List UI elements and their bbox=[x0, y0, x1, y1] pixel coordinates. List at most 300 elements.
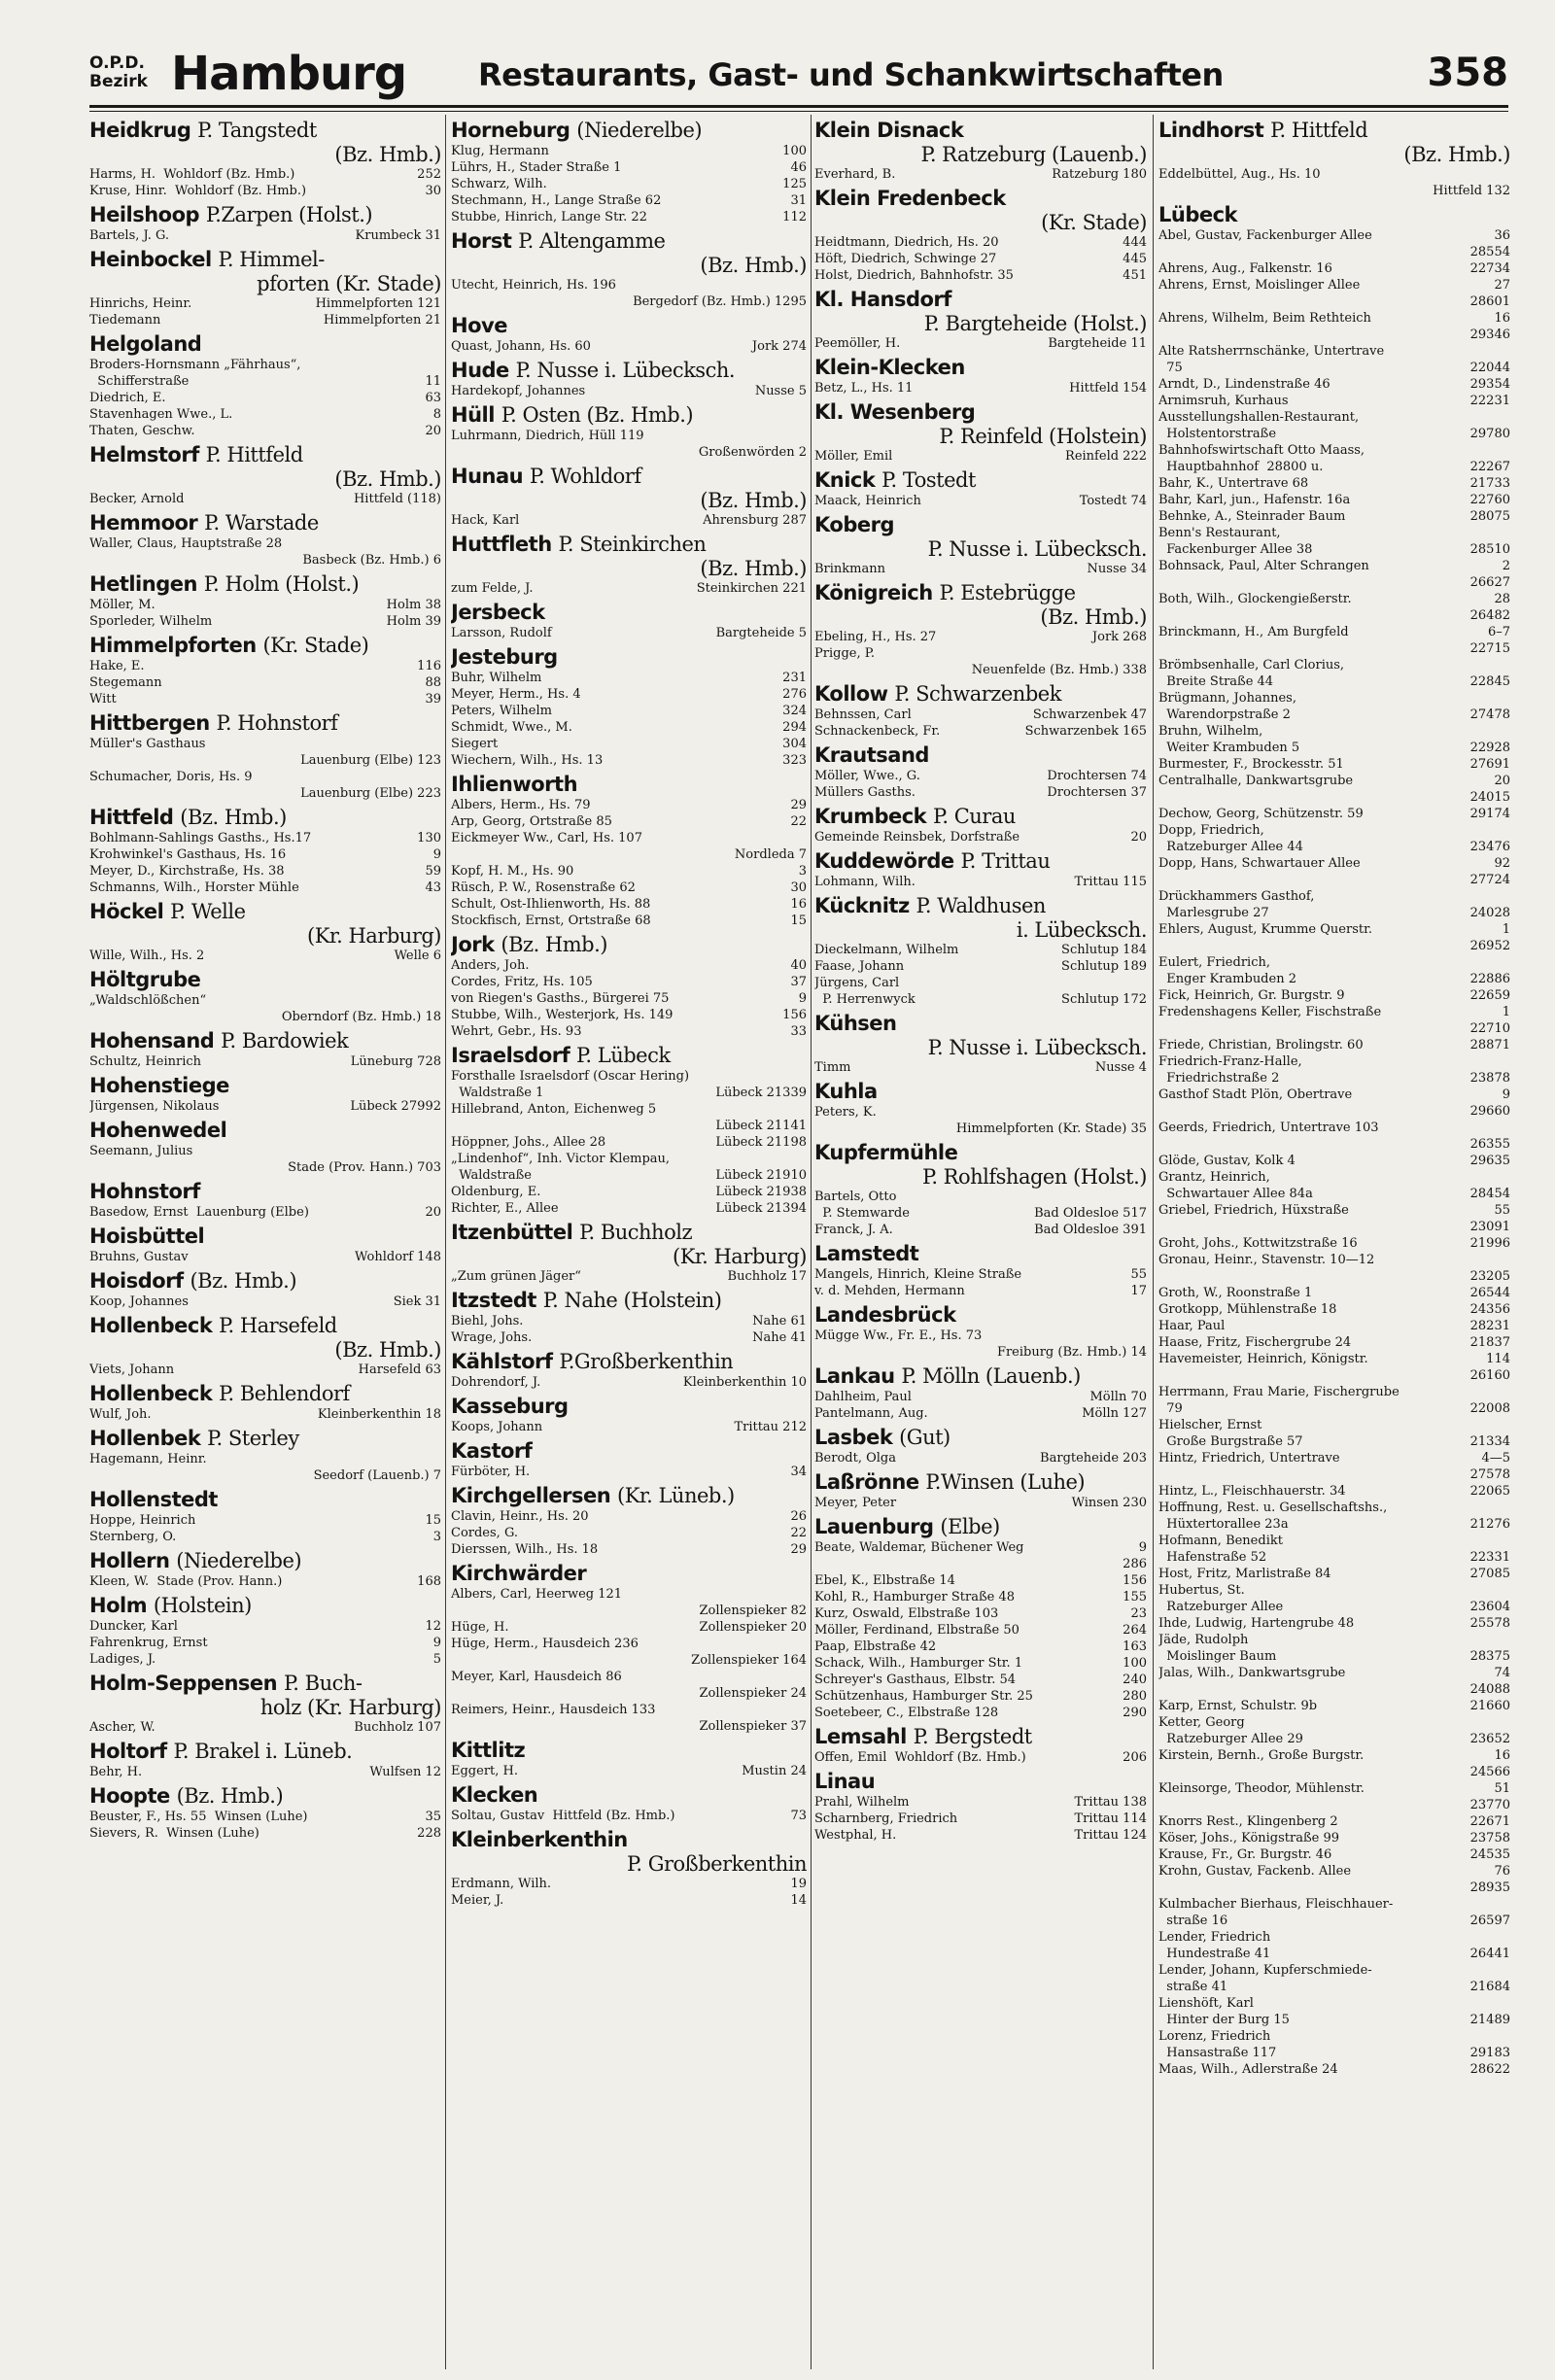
listing-phone: 23758 bbox=[1469, 1831, 1510, 1845]
place-heading bbox=[451, 1395, 807, 1419]
place-section bbox=[451, 1828, 807, 1909]
listing-row bbox=[1158, 574, 1510, 591]
listing-name: Ahrens, Ernst, Moislinger Allee bbox=[1158, 278, 1361, 293]
listing-phone: Lauenburg (Elbe) 123 bbox=[300, 753, 441, 768]
place-section bbox=[814, 288, 1147, 352]
place-section bbox=[1158, 119, 1510, 199]
listing-row bbox=[1158, 475, 1510, 492]
listing-phone: 155 bbox=[1123, 1590, 1147, 1604]
district: (Bz. Hmb.) bbox=[334, 1338, 441, 1362]
listing-row bbox=[451, 1419, 807, 1435]
listing-row bbox=[1158, 673, 1510, 690]
place-section bbox=[89, 1427, 441, 1484]
listing-name: Viets, Johann bbox=[89, 1362, 175, 1377]
listing-row bbox=[1158, 1566, 1510, 1582]
place-name: Hude bbox=[451, 359, 509, 382]
listing-row bbox=[1158, 1483, 1510, 1500]
listing-phone: Trittau 114 bbox=[1074, 1811, 1147, 1826]
listing-phone: 26544 bbox=[1469, 1286, 1510, 1300]
listing-name: Becker, Arnold bbox=[89, 492, 185, 506]
listing-row bbox=[1158, 1995, 1510, 2012]
place-heading bbox=[89, 1269, 441, 1293]
post-office: P. Osten (Bz. Hmb.) bbox=[501, 403, 694, 427]
listing-name: Franck, J. A. bbox=[814, 1223, 893, 1237]
place-name: Kastorf bbox=[451, 1439, 533, 1463]
listing-phone: Ratzeburg 180 bbox=[1052, 167, 1147, 182]
listing-phone: 22715 bbox=[1469, 641, 1510, 656]
place-name: Hohenstiege bbox=[89, 1074, 229, 1097]
listing-phone: 26160 bbox=[1469, 1368, 1510, 1383]
post-office: P. Mölln (Lauenb.) bbox=[901, 1364, 1081, 1388]
listing-row bbox=[451, 670, 807, 686]
listing-row bbox=[1158, 1780, 1510, 1797]
district: (Kr. Stade) bbox=[1041, 211, 1147, 234]
listing-row bbox=[1158, 541, 1510, 558]
listing-phone: 28231 bbox=[1469, 1319, 1510, 1333]
place-heading bbox=[814, 356, 1147, 380]
place-heading bbox=[814, 119, 1147, 166]
listing-name: Ebeling, H., Hs. 27 bbox=[814, 630, 937, 644]
place-heading bbox=[814, 1470, 1147, 1495]
place-heading bbox=[89, 119, 441, 166]
district: (Bz. Hmb.) bbox=[1403, 143, 1510, 166]
listing-row bbox=[89, 1529, 441, 1545]
listing-phone: 27 bbox=[1494, 278, 1510, 293]
listing-name: Dierssen, Wilh., Hs. 18 bbox=[451, 1542, 599, 1557]
place-heading bbox=[814, 581, 1147, 629]
listing-phone: 22710 bbox=[1469, 1021, 1510, 1036]
listing-phone: Lübeck 21141 bbox=[715, 1119, 807, 1133]
listing-row bbox=[451, 1184, 807, 1200]
listing-row bbox=[814, 1266, 1147, 1283]
listing-name: Diedrich, E. bbox=[89, 391, 166, 405]
district: (Kr. Harburg) bbox=[673, 1245, 807, 1268]
listing-name: Albers, Carl, Heerweg 121 bbox=[451, 1587, 623, 1602]
listing-name: Peters, Wilhelm bbox=[451, 704, 552, 718]
listing-name: Meier, J. bbox=[451, 1893, 504, 1908]
listing-phone: 34 bbox=[790, 1465, 807, 1479]
listing-row bbox=[1158, 525, 1510, 541]
place-section bbox=[814, 1303, 1147, 1361]
listing-row bbox=[451, 1085, 807, 1101]
listing-row bbox=[451, 797, 807, 813]
listing-name: Möller, M. bbox=[89, 598, 156, 612]
listing-name: Westphal, H. bbox=[814, 1828, 897, 1843]
listing-phone: 63 bbox=[425, 391, 441, 405]
place-name: Hollern bbox=[89, 1549, 170, 1572]
listing-row bbox=[451, 1586, 807, 1603]
place-section bbox=[814, 805, 1147, 845]
place-name: Holtorf bbox=[89, 1740, 167, 1763]
place-heading bbox=[451, 601, 807, 625]
listing-phone: 26355 bbox=[1469, 1137, 1510, 1152]
place-section bbox=[89, 203, 441, 244]
listing-name: Bahr, Karl, jun., Hafenstr. 16a bbox=[1158, 493, 1351, 507]
district: (Bz. Hmb.) bbox=[700, 254, 807, 277]
listing-phone: 21837 bbox=[1469, 1335, 1510, 1350]
listing-row bbox=[89, 752, 441, 769]
listing-phone: 22671 bbox=[1469, 1814, 1510, 1829]
listing-row bbox=[451, 1763, 807, 1779]
listing-phone: Lübeck 21394 bbox=[715, 1201, 807, 1216]
listing-row bbox=[89, 357, 441, 373]
listing-row bbox=[89, 406, 441, 423]
listing-name: P. Herrenwyck bbox=[814, 992, 916, 1007]
listing-name: Ausstellungshallen-Restaurant, bbox=[1158, 410, 1360, 425]
listing-phone: 26 bbox=[790, 1509, 807, 1524]
place-section bbox=[451, 1739, 807, 1779]
post-office: P. Altengamme bbox=[518, 229, 666, 253]
listing-row bbox=[814, 1749, 1147, 1766]
listing-row bbox=[814, 448, 1147, 465]
listing-name: Schack, Wilh., Hamburger Str. 1 bbox=[814, 1656, 1023, 1671]
place-name: Klein Disnack bbox=[814, 119, 964, 142]
listing-name: Albers, Herm., Hs. 79 bbox=[451, 798, 591, 812]
listing-name: Ratzeburger Allee 44 bbox=[1158, 840, 1303, 854]
listing-phone: 73 bbox=[790, 1809, 807, 1823]
district: P. Ratzeburg (Lauenb.) bbox=[920, 143, 1147, 166]
place-name: Lankau bbox=[814, 1364, 895, 1388]
listing-name: Schnackenbeck, Fr. bbox=[814, 724, 941, 739]
listing-row bbox=[1158, 2061, 1510, 2078]
listing-row bbox=[451, 209, 807, 225]
listing-name: Friede, Christian, Brolingstr. 60 bbox=[1158, 1038, 1364, 1052]
listing-row bbox=[89, 1249, 441, 1265]
listing-row bbox=[814, 1638, 1147, 1655]
listing-row bbox=[1158, 690, 1510, 707]
listing-name: Broders-Hornsmann „Fährhaus“, bbox=[89, 358, 301, 372]
listing-phone: 8 bbox=[432, 407, 441, 422]
listing-row bbox=[814, 1495, 1147, 1511]
listing-row bbox=[1158, 789, 1510, 806]
listing-row bbox=[1158, 1533, 1510, 1549]
place-name: Hoopte bbox=[89, 1784, 170, 1808]
listing-name: Meyer, Karl, Hausdeich 86 bbox=[451, 1670, 622, 1684]
listing-phone: 22231 bbox=[1469, 394, 1510, 408]
section-title: Restaurants, Gast- und Schankwirtschaften bbox=[478, 56, 1224, 93]
listing-name: Kurz, Oswald, Elbstraße 103 bbox=[814, 1606, 999, 1621]
listing-name: v. d. Mehden, Hermann bbox=[814, 1284, 965, 1298]
listing-phone: 9 bbox=[798, 991, 807, 1006]
listing-phone: 20 bbox=[1494, 774, 1510, 788]
listing-row bbox=[814, 1344, 1147, 1361]
place-heading bbox=[89, 1029, 441, 1053]
place-heading bbox=[814, 400, 1147, 448]
listing-phone: 3 bbox=[798, 864, 807, 879]
place-heading bbox=[814, 468, 1147, 493]
listing-row bbox=[89, 423, 441, 439]
listing-phone: Kleinberkenthin 18 bbox=[317, 1407, 441, 1422]
listing-row bbox=[1158, 327, 1510, 343]
place-name: Holm-Seppensen bbox=[89, 1672, 278, 1695]
header-rule-thin bbox=[89, 111, 1508, 112]
listing-row bbox=[451, 1876, 807, 1892]
listing-phone: Neuenfelde (Bz. Hmb.) 338 bbox=[971, 663, 1147, 677]
listing-row bbox=[814, 1688, 1147, 1705]
place-heading bbox=[814, 805, 1147, 829]
place-section bbox=[89, 1224, 441, 1265]
listing-row bbox=[89, 1293, 441, 1310]
listing-name: Ascher, W. bbox=[89, 1720, 156, 1735]
listing-row bbox=[814, 975, 1147, 991]
listing-phone: 28510 bbox=[1469, 542, 1510, 557]
place-heading bbox=[814, 1141, 1147, 1189]
listing-phone: 280 bbox=[1123, 1689, 1147, 1704]
listing-row bbox=[1158, 409, 1510, 426]
listing-row bbox=[451, 990, 807, 1007]
listing-phone: Trittau 124 bbox=[1074, 1828, 1147, 1843]
district: (Bz. Hmb.) bbox=[700, 557, 807, 580]
place-name: Lamstedt bbox=[814, 1242, 919, 1265]
place-heading bbox=[451, 314, 807, 338]
listing-phone: 23652 bbox=[1469, 1732, 1510, 1746]
listing-row bbox=[89, 1362, 441, 1378]
listing-row bbox=[451, 1541, 807, 1558]
place-section bbox=[451, 773, 807, 929]
listing-row bbox=[89, 736, 441, 752]
listing-row bbox=[1158, 591, 1510, 607]
listing-row bbox=[1158, 1087, 1510, 1103]
place-section bbox=[814, 1515, 1147, 1721]
listing-name: Gronau, Heinr., Stavenstr. 10—12 bbox=[1158, 1253, 1375, 1267]
place-name: Hetlingen bbox=[89, 572, 197, 596]
listing-name: Faase, Johann bbox=[814, 959, 905, 974]
listing-phone: 19 bbox=[790, 1877, 807, 1891]
listing-row bbox=[89, 846, 441, 863]
listing-name: Karp, Ernst, Schulstr. 9b bbox=[1158, 1699, 1318, 1713]
place-heading bbox=[451, 359, 807, 383]
listing-phone: 23604 bbox=[1469, 1600, 1510, 1614]
place-heading bbox=[89, 1549, 441, 1573]
place-heading bbox=[814, 894, 1147, 942]
place-name: Kittlitz bbox=[451, 1739, 526, 1762]
listing-name: Koop, Johannes bbox=[89, 1294, 189, 1309]
place-name: Hohensand bbox=[89, 1029, 215, 1052]
post-office: P. Brakel i. Lüneb. bbox=[173, 1740, 353, 1763]
listing-row bbox=[1158, 657, 1510, 673]
listing-row bbox=[1158, 905, 1510, 921]
listing-row bbox=[451, 913, 807, 929]
district: P. Reinfeld (Holstein) bbox=[939, 425, 1147, 448]
listing-name: Brinkmann bbox=[814, 562, 885, 576]
place-name: Krumbeck bbox=[814, 805, 927, 828]
listing-phone: Nusse 5 bbox=[754, 384, 807, 398]
bezirk-label: Bezirk bbox=[89, 72, 148, 91]
listing-row bbox=[1158, 607, 1510, 624]
listing-name: „Waldschlößchen“ bbox=[89, 993, 207, 1008]
place-name: Knick bbox=[814, 468, 876, 492]
listing-row bbox=[1158, 376, 1510, 393]
place-section bbox=[89, 900, 441, 964]
listing-row bbox=[1158, 1648, 1510, 1665]
listing-phone: Bargteheide 11 bbox=[1048, 336, 1147, 351]
listing-phone: Lübeck 27992 bbox=[350, 1099, 441, 1114]
listing-row bbox=[1158, 1070, 1510, 1087]
listing-phone: Wulfsen 12 bbox=[369, 1765, 441, 1779]
listing-name: Hüge, H. bbox=[451, 1620, 509, 1635]
place-section bbox=[814, 119, 1147, 183]
place-section bbox=[814, 581, 1147, 678]
place-heading bbox=[814, 1303, 1147, 1328]
place-name: Kücknitz bbox=[814, 894, 910, 917]
column-4 bbox=[1158, 115, 1510, 2369]
listing-row bbox=[814, 942, 1147, 958]
listing-row bbox=[451, 1374, 807, 1391]
listing-name: Hintz, L., Fleischhauerstr. 34 bbox=[1158, 1484, 1346, 1499]
listing-row bbox=[89, 1204, 441, 1221]
listing-row bbox=[451, 1603, 807, 1619]
listing-row bbox=[1158, 1466, 1510, 1483]
listing-row bbox=[451, 1525, 807, 1541]
listing-row bbox=[1158, 1450, 1510, 1466]
listing-name: Hafenstraße 52 bbox=[1158, 1550, 1267, 1565]
listing-phone: Buchholz 107 bbox=[354, 1720, 441, 1735]
listing-name: Centralhalle, Dankwartsgrube bbox=[1158, 774, 1354, 788]
listing-phone: 28554 bbox=[1469, 245, 1510, 259]
listing-row bbox=[1158, 1120, 1510, 1136]
listing-phone: 33 bbox=[790, 1024, 807, 1039]
listing-row bbox=[1158, 1913, 1510, 1929]
listing-phone: Mölln 127 bbox=[1082, 1406, 1147, 1421]
listing-name: Quast, Johann, Hs. 60 bbox=[451, 339, 591, 354]
listing-phone: 22044 bbox=[1469, 361, 1510, 375]
listing-row bbox=[451, 159, 807, 176]
place-section bbox=[814, 743, 1147, 801]
listing-row bbox=[89, 1053, 441, 1070]
district: P. Nusse i. Lübecksch. bbox=[927, 1036, 1147, 1059]
listing-name: Hardekopf, Johannes bbox=[451, 384, 586, 398]
listing-row bbox=[814, 723, 1147, 740]
listing-phone: Zollenspieker 82 bbox=[699, 1604, 807, 1618]
listing-row bbox=[1158, 1830, 1510, 1846]
listing-row bbox=[814, 1389, 1147, 1405]
place-section bbox=[89, 1029, 441, 1070]
listing-row bbox=[451, 752, 807, 769]
listing-phone: Bad Oldesloe 517 bbox=[1034, 1206, 1147, 1221]
place-heading bbox=[89, 1488, 441, 1512]
listing-row bbox=[814, 1450, 1147, 1466]
post-office: P. Tostedt bbox=[881, 468, 976, 492]
listing-row bbox=[451, 974, 807, 990]
place-heading bbox=[89, 248, 441, 295]
listing-phone: 36 bbox=[1494, 228, 1510, 243]
listing-phone: 17 bbox=[1130, 1284, 1147, 1298]
listing-phone: Hittfeld 154 bbox=[1069, 381, 1147, 396]
listing-name: Hielscher, Ernst bbox=[1158, 1418, 1262, 1432]
place-heading bbox=[814, 1770, 1147, 1794]
listing-phone: 29635 bbox=[1469, 1154, 1510, 1168]
listing-phone: 240 bbox=[1123, 1673, 1147, 1687]
listing-row bbox=[814, 561, 1147, 577]
listing-row bbox=[1158, 971, 1510, 987]
listing-row bbox=[451, 863, 807, 880]
listing-name: Bahnhofswirtschaft Otto Maass, bbox=[1158, 443, 1365, 458]
listing-row bbox=[1158, 1169, 1510, 1186]
listing-row bbox=[814, 234, 1147, 251]
listing-row bbox=[814, 1556, 1147, 1572]
listing-row bbox=[451, 1167, 807, 1184]
listing-phone: 39 bbox=[425, 692, 441, 707]
listing-row bbox=[89, 535, 441, 552]
listing-phone: 29 bbox=[790, 1542, 807, 1557]
listing-row bbox=[451, 277, 807, 293]
listing-row bbox=[1158, 1979, 1510, 1995]
listing-row bbox=[1158, 822, 1510, 839]
listing-row bbox=[451, 383, 807, 399]
listing-phone: 21276 bbox=[1469, 1517, 1510, 1532]
listing-row bbox=[1158, 872, 1510, 888]
listing-phone: 294 bbox=[782, 720, 807, 735]
listing-row bbox=[1158, 1103, 1510, 1120]
listing-name: Kopf, H. M., Hs. 90 bbox=[451, 864, 574, 879]
place-heading bbox=[89, 634, 441, 658]
place-heading bbox=[89, 711, 441, 736]
listing-row bbox=[1158, 707, 1510, 723]
listing-name: Sievers, R. Winsen (Luhe) bbox=[89, 1826, 259, 1841]
place-heading bbox=[451, 1739, 807, 1763]
place-heading bbox=[89, 332, 441, 357]
listing-name: Grotkopp, Mühlenstraße 18 bbox=[1158, 1302, 1337, 1317]
listing-name: Waldstraße bbox=[451, 1168, 532, 1183]
listing-phone: 55 bbox=[1494, 1203, 1510, 1218]
listing-name: Wulf, Joh. bbox=[89, 1407, 152, 1422]
listing-name: Anders, Joh. bbox=[451, 958, 530, 973]
listing-row bbox=[451, 1718, 807, 1735]
place-section bbox=[451, 1350, 807, 1391]
place-heading bbox=[814, 849, 1147, 874]
listing-row bbox=[1158, 1698, 1510, 1714]
listing-name: Fackenburger Allee 38 bbox=[1158, 542, 1313, 557]
listing-name: Arp, Georg, Ortstraße 85 bbox=[451, 814, 612, 829]
listing-phone: 252 bbox=[417, 167, 441, 182]
listing-phone: 445 bbox=[1123, 252, 1147, 266]
listing-phone: 206 bbox=[1123, 1750, 1147, 1765]
listing-phone: Steinkirchen 221 bbox=[696, 581, 807, 596]
listing-phone: 114 bbox=[1486, 1352, 1510, 1366]
listing-name: Seemann, Julius bbox=[89, 1144, 193, 1158]
place-section bbox=[89, 443, 441, 507]
listing-phone: 29346 bbox=[1469, 328, 1510, 342]
listing-row bbox=[814, 1059, 1147, 1076]
listing-row bbox=[89, 1651, 441, 1668]
listing-row bbox=[1158, 1235, 1510, 1252]
listing-name: straße 41 bbox=[1158, 1980, 1228, 1994]
listing-row bbox=[814, 784, 1147, 801]
listing-row bbox=[1158, 277, 1510, 293]
listing-row bbox=[451, 957, 807, 974]
listing-name: Reimers, Heinr., Hausdeich 133 bbox=[451, 1703, 656, 1717]
place-section bbox=[814, 849, 1147, 890]
post-office: (Bz. Hmb.) bbox=[176, 1784, 284, 1808]
post-office: (Niederelbe) bbox=[576, 119, 703, 142]
place-section bbox=[814, 1242, 1147, 1299]
listing-name: Dopp, Friedrich, bbox=[1158, 823, 1264, 838]
listing-name: Stubbe, Wilh., Westerjork, Hs. 149 bbox=[451, 1008, 674, 1022]
listing-phone: Tostedt 74 bbox=[1079, 494, 1147, 508]
place-name: Kl. Hansdorf bbox=[814, 288, 951, 311]
place-section bbox=[89, 1074, 441, 1115]
listing-name: Möller, Wwe., G. bbox=[814, 769, 920, 783]
listing-phone: 228 bbox=[417, 1826, 441, 1841]
listing-name: Behnke, A., Steinrader Baum bbox=[1158, 509, 1346, 524]
listing-phone: Krumbeck 31 bbox=[355, 228, 441, 243]
place-section bbox=[451, 1289, 807, 1346]
place-section bbox=[814, 1725, 1147, 1766]
place-heading bbox=[814, 288, 1147, 335]
listing-row bbox=[1158, 740, 1510, 756]
listing-name: Müllers Gasths. bbox=[814, 785, 916, 800]
place-name: Helgoland bbox=[89, 332, 202, 356]
